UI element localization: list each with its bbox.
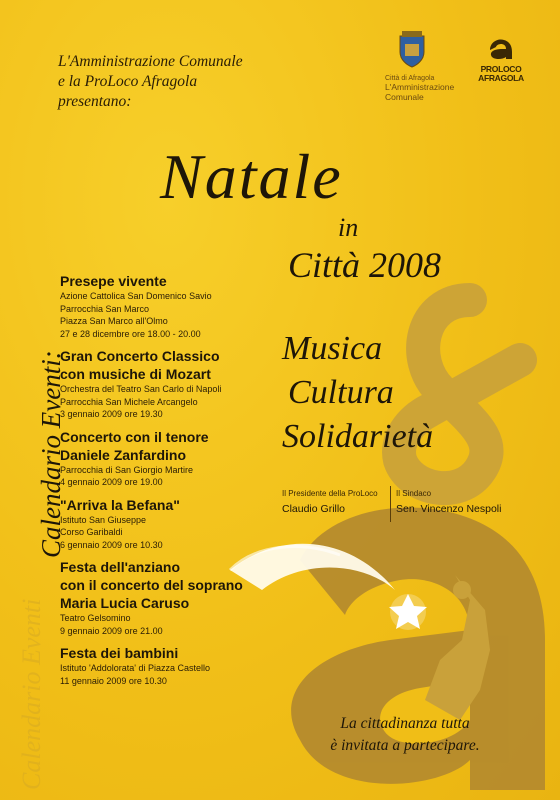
event-detail: 4 gennaio 2009 ore 19.00: [60, 477, 163, 487]
signature-presidente: [282, 489, 378, 515]
event-detail: Orchestra del Teatro San Carlo di Napoli: [60, 384, 222, 394]
event-detail: Parrocchia San Marco: [60, 303, 150, 314]
intro-text: [58, 52, 298, 112]
event-title: Concerto con il tenore: [60, 428, 209, 445]
coat-of-arms-icon: [397, 30, 427, 68]
event-detail: 3 gennaio 2009 ore 19.30: [60, 409, 163, 419]
event-detail: 27 e 28 dicembre ore 18.00 - 20.00: [60, 328, 201, 339]
event-detail: Azione Cattolica San Domenico Savio: [60, 291, 212, 301]
motto-solidarieta: Solidarietà: [282, 418, 434, 455]
event-detail: Istituto San Giuseppe: [60, 514, 147, 525]
proloco-name: PROLOCO: [480, 64, 522, 74]
event-item: [60, 644, 290, 687]
event-title: Daniele Zanfardino: [60, 446, 187, 463]
comune-label: Comunale: [385, 92, 424, 102]
ampersand-decoration: [399, 300, 520, 488]
event-item: [60, 496, 290, 552]
proloco-city: AFRAGOLA: [478, 73, 524, 83]
event-title: con musiche di Mozart: [60, 366, 211, 382]
intro-line: presentano:: [58, 93, 132, 110]
proloco-logo: [466, 36, 536, 83]
event-detail: Parrocchia di San Giorgio Martire: [60, 464, 194, 475]
event-item: [60, 347, 290, 421]
title-citta: Città 2008: [288, 245, 442, 285]
sindaco-name: Sen. Vincenzo Nespoli: [396, 503, 502, 515]
closing-line: La cittadinanza tutta: [340, 715, 470, 732]
presidente-name: Claudio Grillo: [282, 503, 346, 515]
intro-line: L'Amministrazione Comunale: [58, 53, 243, 70]
event-detail: 9 gennaio 2009 ore 21.00: [60, 625, 163, 636]
event-detail: Parrocchia San Michele Arcangelo: [60, 396, 198, 407]
motto-cultura: Cultura: [288, 374, 394, 411]
motto-musica: Musica: [282, 330, 383, 367]
event-title: Festa dei bambini: [60, 645, 179, 661]
event-title: Maria Lucia Caruso: [60, 595, 190, 611]
intro-line: e la ProLoco Afragola: [58, 73, 198, 90]
presidente-role: Il Presidente della ProLoco: [282, 489, 378, 498]
event-detail: Piazza San Marco all'Olmo: [60, 316, 168, 326]
event-title: con il concerto del soprano: [60, 577, 243, 593]
event-item: [60, 558, 290, 637]
comune-city: Città di Afragola: [385, 75, 435, 82]
svg-text:Calendario Eventi: Calendario Eventi: [17, 598, 46, 790]
title-in: in: [338, 213, 359, 242]
closing-invitation: [270, 713, 540, 757]
sidebar-label-text: Calendario Eventi:: [36, 350, 66, 558]
event-detail: Istituto 'Addolorata' di Piazza Castello: [60, 663, 211, 673]
signature-sindaco: [396, 489, 501, 515]
event-title: "Arriva la Befana": [60, 496, 180, 513]
event-detail: 6 gennaio 2009 ore 10.30: [60, 539, 163, 550]
event-title: Presepe vivente: [60, 273, 167, 289]
sindaco-role: Il Sindaco: [396, 489, 432, 498]
signature-divider: [390, 486, 391, 522]
comune-label: L'Amministrazione: [385, 82, 455, 92]
event-detail: Corso Garibaldi: [60, 527, 123, 537]
proloco-a-icon: [486, 36, 516, 60]
event-title: Gran Concerto Classico: [60, 348, 220, 364]
event-item: [60, 272, 290, 340]
event-title: Festa dell'anziano: [60, 559, 181, 575]
events-list: [60, 272, 290, 694]
event-item: [60, 428, 290, 489]
closing-line: è invitata a partecipare.: [330, 737, 480, 754]
event-detail: 11 gennaio 2009 ore 10.30: [60, 675, 167, 686]
event-detail: Teatro Gelsomino: [60, 613, 131, 623]
title-natale: Natale: [160, 141, 343, 212]
